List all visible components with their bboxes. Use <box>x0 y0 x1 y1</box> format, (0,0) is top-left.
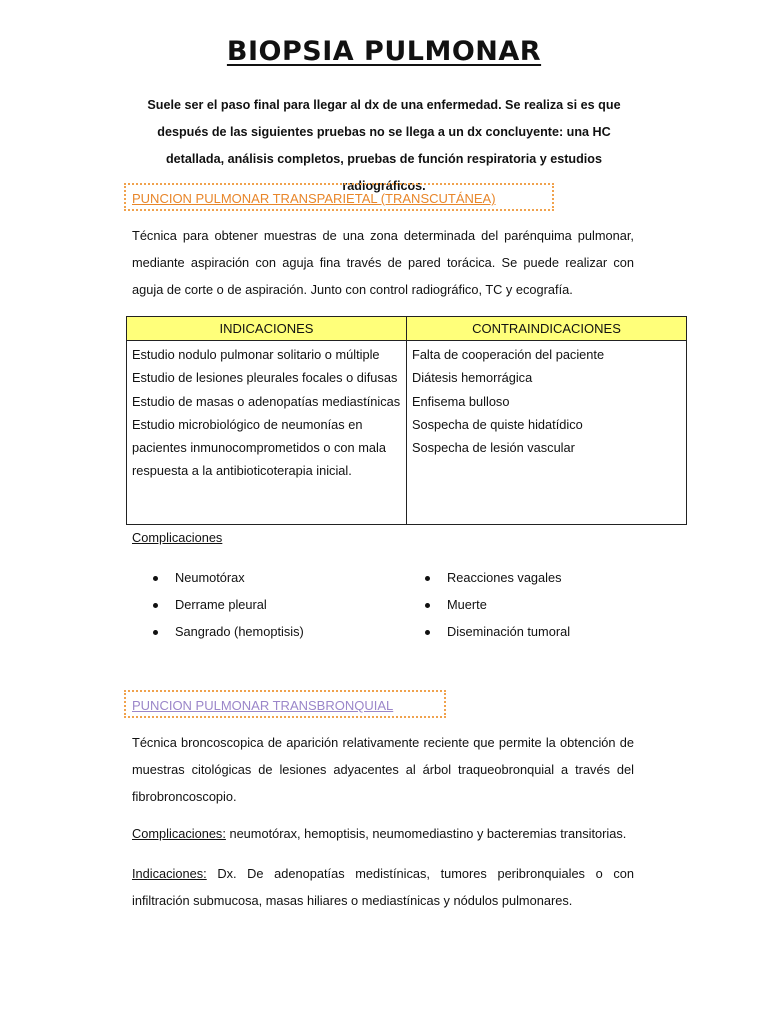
transbronquial-description: Técnica broncoscopica de aparición relativamente reciente que permite la obtención de muestras citológicas de lesiones adyacentes al árbol traqueobronquial a través del fibrobroncoscopio. <box>132 735 634 804</box>
table-header-indicaciones: INDICACIONES <box>127 317 407 341</box>
section-heading-text: PUNCION PULMONAR TRANSBRONQUIAL <box>132 698 394 713</box>
contraindicacion-item: Sospecha de lesión vascular <box>412 440 575 456</box>
list-item <box>425 570 570 597</box>
section-heading-text: PUNCION PULMONAR TRANSPARIETAL (TRANSCUTÁNEA) <box>132 191 496 206</box>
bullet-icon <box>153 603 158 608</box>
transbronquial-indications <box>132 860 634 914</box>
complications-list-left <box>153 570 304 651</box>
list-item <box>425 624 570 651</box>
table-header-contraindicaciones: CONTRAINDICACIONES <box>407 317 687 341</box>
indications-table <box>126 316 687 525</box>
bullet-icon <box>425 630 430 635</box>
bullet-icon <box>153 630 158 635</box>
bullet-icon <box>425 603 430 608</box>
page-title: BIOPSIA PULMONAR <box>226 36 542 67</box>
transparietal-description: Técnica para obtener muestras de una zona determinada del parénquima pulmonar, mediante aspiración con aguja fina través de pared torácica. Se puede realizar con aguja de corte o de aspiración. Junto con control radiográfico, TC y ecografía. <box>132 228 634 297</box>
transbronquial-complications <box>132 820 634 847</box>
bullet-icon <box>153 576 158 581</box>
complications-list-right <box>425 570 570 651</box>
indicacion-item: Estudio de lesiones pleurales focales o difusas <box>132 370 398 386</box>
indications-text: Dx. De adenopatías medistínicas, tumores peribronquiales o con infiltración submucosa, masas hiliares o mediastínicas y nódulos pulmonares. <box>132 866 634 908</box>
contraindicacion-item: Diátesis hemorrágica <box>412 370 533 386</box>
bullet-icon <box>425 576 430 581</box>
list-item-label: Sangrado (hemoptisis) <box>175 624 304 639</box>
indications-label: Indicaciones: <box>132 866 207 881</box>
complications-text: neumotórax, hemoptisis, neumomediastino y bacteremias transitorias. <box>225 826 627 841</box>
indicacion-item: Estudio de masas o adenopatías mediastínicas <box>132 393 401 409</box>
contraindicaciones-cell <box>407 341 687 525</box>
indicacion-item: Estudio microbiológico de neumonías en pacientes inmunocomprometidos o con mala respuesta a la antibioticoterapia inicial. <box>132 416 386 479</box>
contraindicacion-item: Falta de cooperación del paciente <box>412 347 605 362</box>
list-item <box>153 570 304 597</box>
complications-title: Complicaciones <box>132 530 223 545</box>
list-item-label: Muerte <box>447 597 487 612</box>
list-item <box>425 597 570 624</box>
list-item-label: Reacciones vagales <box>447 570 562 585</box>
section-heading-transparietal <box>124 183 554 211</box>
section-heading-transbronquial <box>124 690 446 718</box>
intro-paragraph: Suele ser el paso final para llegar al dx de una enfermedad. Se realiza si es que después de las siguientes pruebas no se llega a un dx concluyente: una HC detallada, análisis completos, pruebas de función respiratoria y estudios radiográficos. <box>147 98 621 193</box>
list-item <box>153 624 304 651</box>
complications-label: Complicaciones: <box>132 826 226 841</box>
indicacion-item: Estudio nodulo pulmonar solitario o múltiple <box>132 347 380 362</box>
list-item-label: Diseminación tumoral <box>447 624 571 639</box>
list-item <box>153 597 304 624</box>
list-item-label: Derrame pleural <box>175 597 267 612</box>
indicaciones-cell <box>127 341 407 525</box>
list-item-label: Neumotórax <box>175 570 245 585</box>
contraindicacion-item: Enfisema bulloso <box>412 393 510 409</box>
contraindicacion-item: Sospecha de quiste hidatídico <box>412 416 583 432</box>
